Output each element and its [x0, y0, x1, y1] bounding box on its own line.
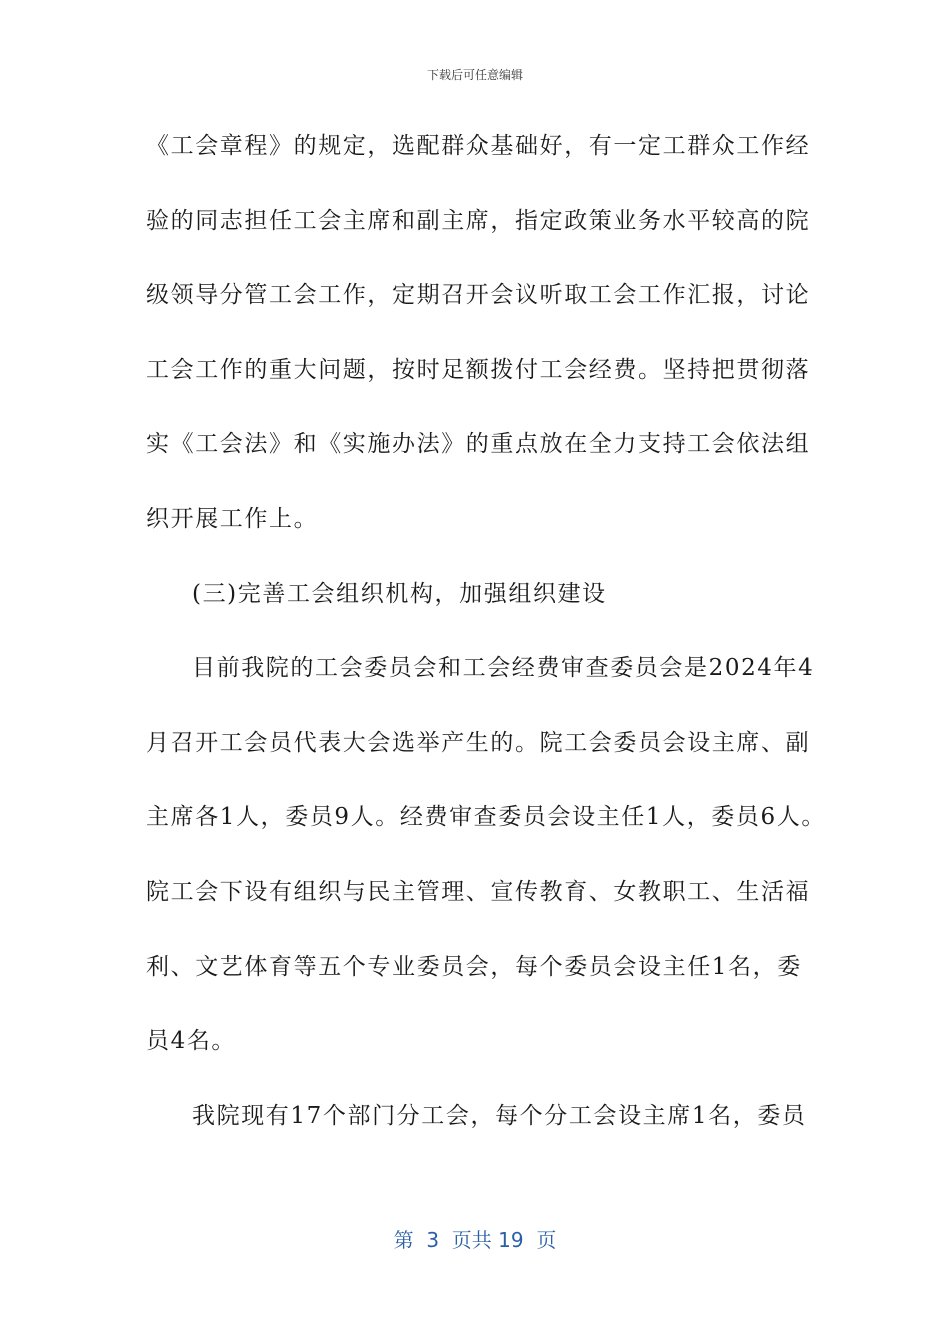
document-body: [146, 126, 826, 1170]
paragraph-line: 院工会下设有组织与民主管理、宣传教育、女教职工、生活福: [146, 878, 811, 905]
paragraph-line: 《工会章程》的规定，选配群众基础好，有一定工群众工作经: [146, 133, 811, 159]
paragraph-line: 主席各1人，委员9人。经费审查委员会设主任1人，委员6人。: [146, 804, 826, 831]
page-footer: [0, 1224, 950, 1253]
section-heading: (三)完善工会组织机构，加强组织建设: [192, 580, 607, 607]
paragraph-line: 目前我院的工会委员会和工会经费审查委员会是2024年4: [192, 655, 815, 682]
paragraph-line: 员4名。: [146, 1028, 237, 1055]
paragraph-line: 月召开工会员代表大会选举产生的。院工会委员会设主席、副: [146, 729, 811, 756]
page-header: 下载后可任意编辑: [426, 68, 523, 82]
paragraph-line: 我院现有17个部门分工会，每个分工会设主席1名，委员: [192, 1102, 807, 1129]
page-number: 第 3 页共 19 页: [393, 1228, 557, 1252]
paragraph-line: 利、文艺体育等五个专业委员会，每个委员会设主任1名，委: [146, 953, 802, 980]
paragraph-line: 织开展工作上。: [146, 505, 319, 532]
paragraph-line: 实《工会法》和《实施办法》的重点放在全力支持工会依法组: [146, 431, 811, 458]
paragraph-line: 工会工作的重大问题，按时足额拨付工会经费。坚持把贯彻落: [146, 356, 811, 383]
paragraph-line: 验的同志担任工会主席和副主席，指定政策业务水平较高的院: [146, 207, 811, 234]
paragraph-line: 级领导分管工会工作，定期召开会议听取工会工作汇报，讨论: [146, 282, 811, 309]
